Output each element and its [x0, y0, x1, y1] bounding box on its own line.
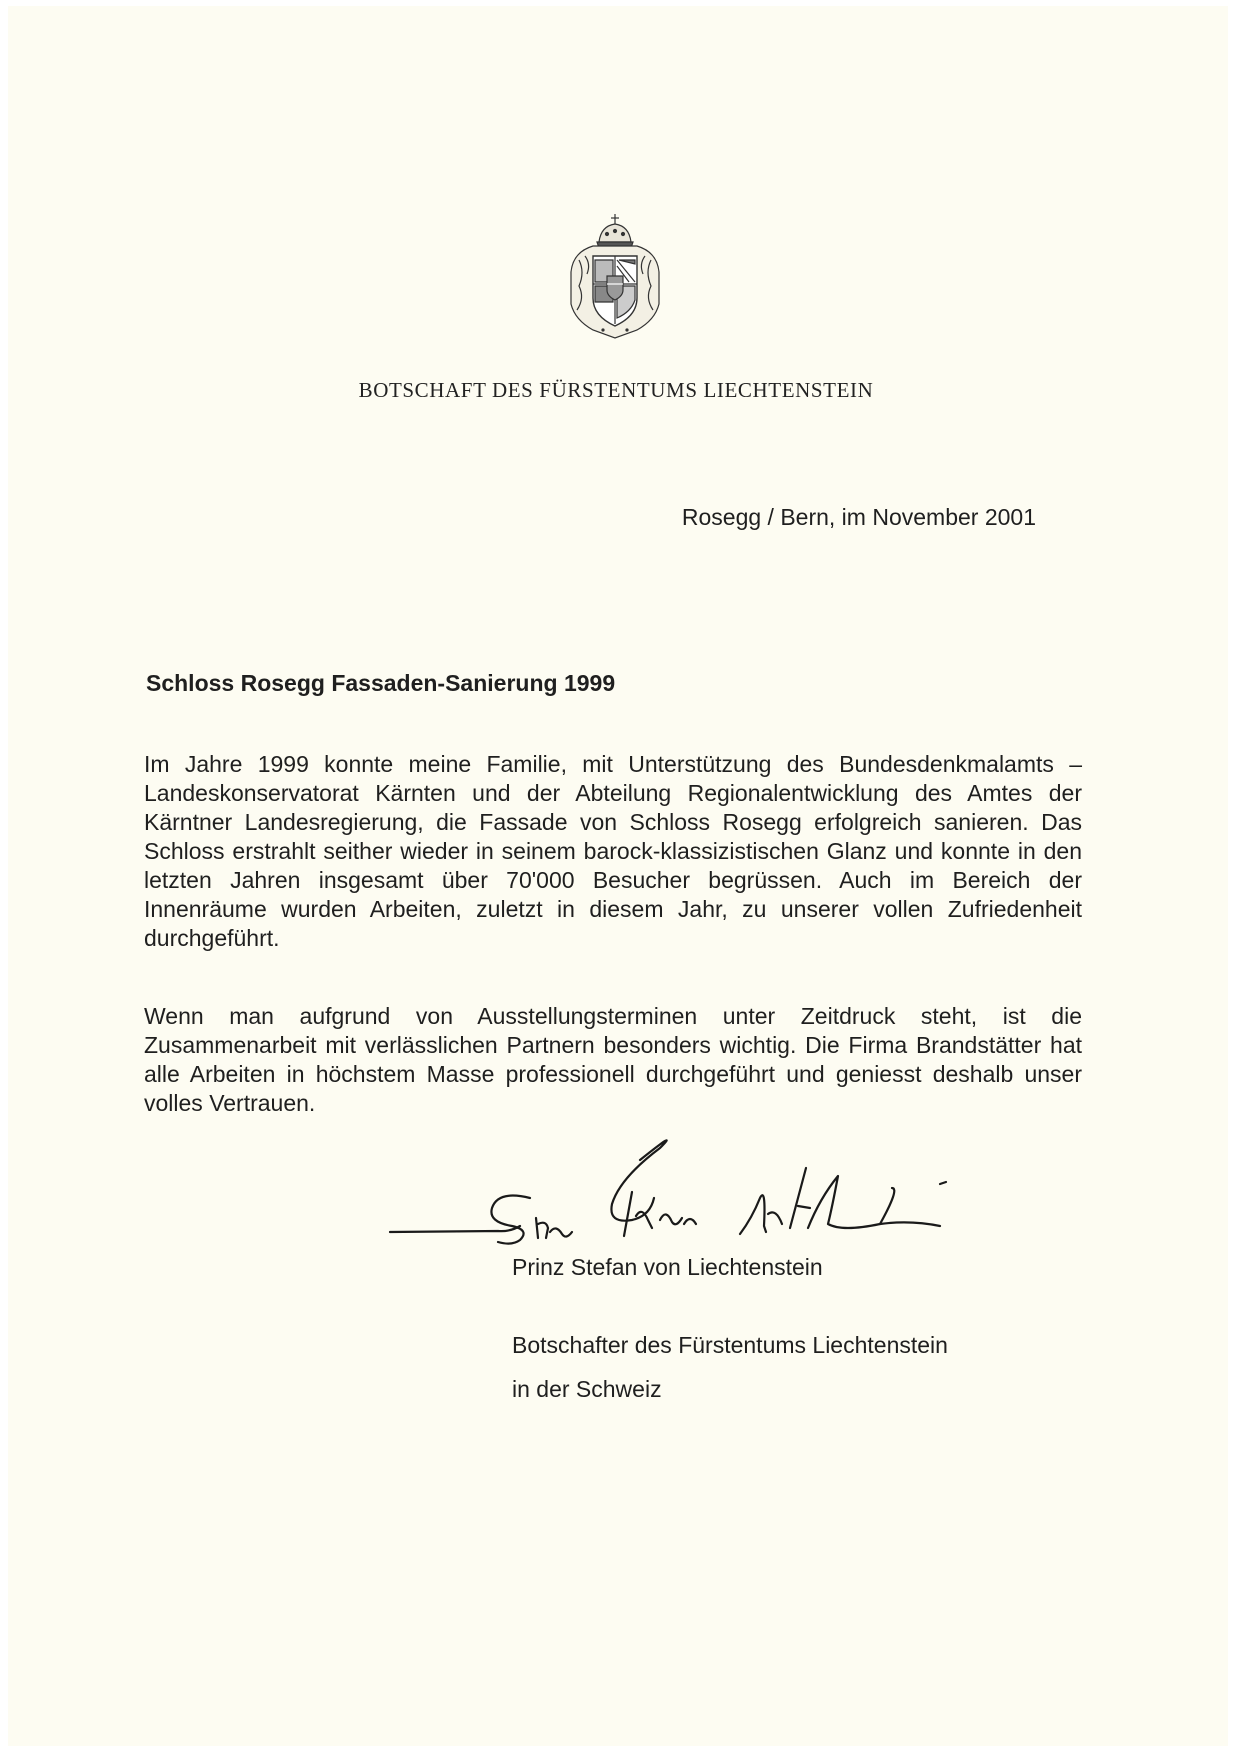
- handwritten-signature-icon: [380, 1128, 1040, 1268]
- signer-name: Prinz Stefan von Liechtenstein: [512, 1254, 823, 1280]
- signer-title-line-2: in der Schweiz: [512, 1376, 662, 1402]
- letter-subject: Schloss Rosegg Fassaden-Sanierung 1999: [146, 670, 616, 696]
- letter-page: [8, 6, 1228, 1746]
- embassy-letterhead: BOTSCHAFT DES FÜRSTENTUMS LIECHTENSTEIN: [358, 378, 874, 402]
- body-paragraph-1: Im Jahre 1999 konnte meine Familie, mit Unterstützung des Bundesdenkmalamts – Landeskonservatorat Kärnten und der Abteilung Regionalentwicklung des Amtes der Kärntner Landesregierung, die Fassade von Schloss Rosegg erfolgreich sanieren. Das Schloss erstrahlt seither wieder in seinem barock-klassizistischen Glanz und konnte in den letzten Jahren insgesamt über 70'000 Besucher begrüssen. Auch im Bereich der Innenräume wurden Arbeiten, zuletzt in diesem Jahr, zu unserer vollen Zufriedenheit durchgeführt.: [144, 751, 1082, 951]
- signer-title-line-1: Botschafter des Fürstentums Liechtenstein: [512, 1332, 948, 1358]
- liechtenstein-coat-of-arms-icon: [563, 212, 667, 344]
- date-line: Rosegg / Bern, im November 2001: [681, 504, 1036, 530]
- body-paragraph-2: Wenn man aufgrund von Ausstellungsterminen unter Zeitdruck steht, ist die Zusammenarbeit mit verlässlichen Partnern besonders wichtig. Die Firma Brandstätter hat alle Arbeiten in höchstem Masse professionell durchgeführt und geniesst deshalb unser volles Vertrauen.: [144, 1003, 1082, 1116]
